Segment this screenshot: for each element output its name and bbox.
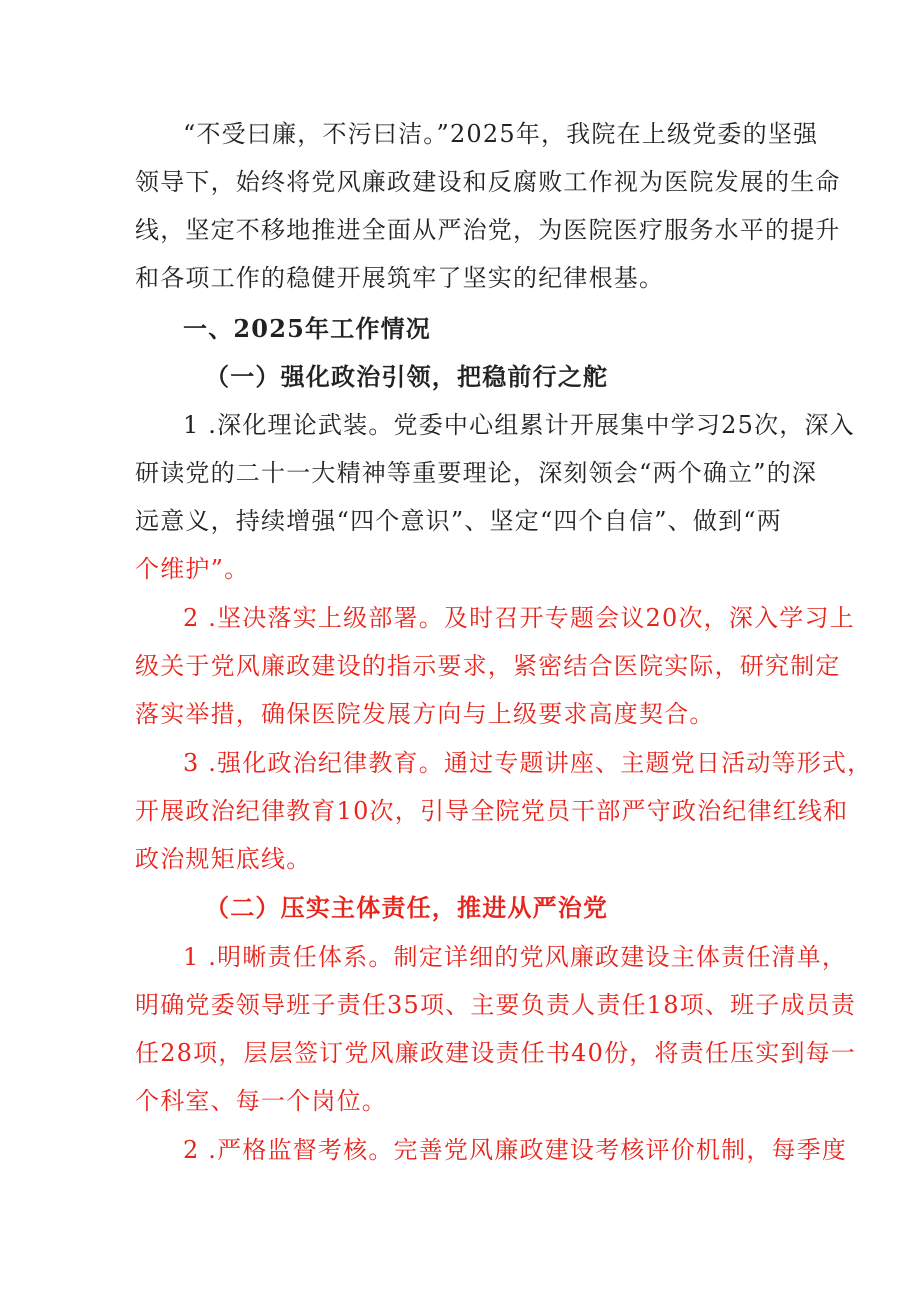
item-1-1-line-1: 1 .深化理论武装。党委中心组累计开展集中学习25次，深入 xyxy=(183,411,855,439)
intro-line-2: 领导下，始终将党风廉政建设和反腐败工作视为医院发展的生命 xyxy=(135,168,841,196)
intro-line-1: “不受曰廉，不污曰洁。”2025年，我院在上级党委的坚强 xyxy=(183,120,819,148)
item-1-3-line-2: 开展政治纪律教育10次，引导全院党员干部严守政治纪律红线和 xyxy=(135,797,849,825)
intro-line-4: 和各项工作的稳健开展筑牢了坚实的纪律根基。 xyxy=(135,264,665,292)
item-1-2-line-3: 落实举措，确保医院发展方向与上级要求高度契合。 xyxy=(135,700,715,728)
subsection-heading-2: （二）压实主体责任，推进从严治党 xyxy=(205,893,609,922)
item-1-3-line-1: 3 .强化政治纪律教育。通过专题讲座、主题党日活动等形式， xyxy=(183,749,873,777)
item-1-1-line-4: 个维护”。 xyxy=(135,555,250,583)
item-2-2-line-1: 2 .严格监督考核。完善党风廉政建设考核评价机制，每季度 xyxy=(183,1136,848,1164)
item-2-1-line-1: 1 .明晰责任体系。制定详细的党风廉政建设主体责任清单， xyxy=(183,943,848,971)
item-2-1-line-4: 个科室、每一个岗位。 xyxy=(135,1087,387,1115)
item-2-1-line-2: 明确党委领导班子责任35项、主要负责人责任18项、班子成员责 xyxy=(135,991,857,1019)
item-1-2-line-2: 级关于党风廉政建设的指示要求，紧密结合医院实际，研究制定 xyxy=(135,652,841,680)
subsection-heading-1: （一）强化政治引领，把稳前行之舵 xyxy=(205,362,609,391)
item-1-2-line-1: 2 .坚决落实上级部署。及时召开专题会议20次，深入学习上 xyxy=(183,604,855,632)
item-1-3-line-3: 政治规矩底线。 xyxy=(135,845,312,873)
section-heading: 一、2025年工作情况 xyxy=(183,314,431,343)
item-1-1-line-3: 远意义，持续增强“四个意识”、坚定“四个自信”、做到“两 xyxy=(135,507,782,535)
intro-line-3: 线，坚定不移地推进全面从严治党，为医院医疗服务水平的提升 xyxy=(135,216,841,244)
item-2-1-line-3: 任28项，层层签订党风廉政建设责任书40份，将责任压实到每一 xyxy=(135,1039,857,1067)
item-1-1-line-2: 研读党的二十一大精神等重要理论，深刻领会“两个确立”的深 xyxy=(135,459,818,487)
